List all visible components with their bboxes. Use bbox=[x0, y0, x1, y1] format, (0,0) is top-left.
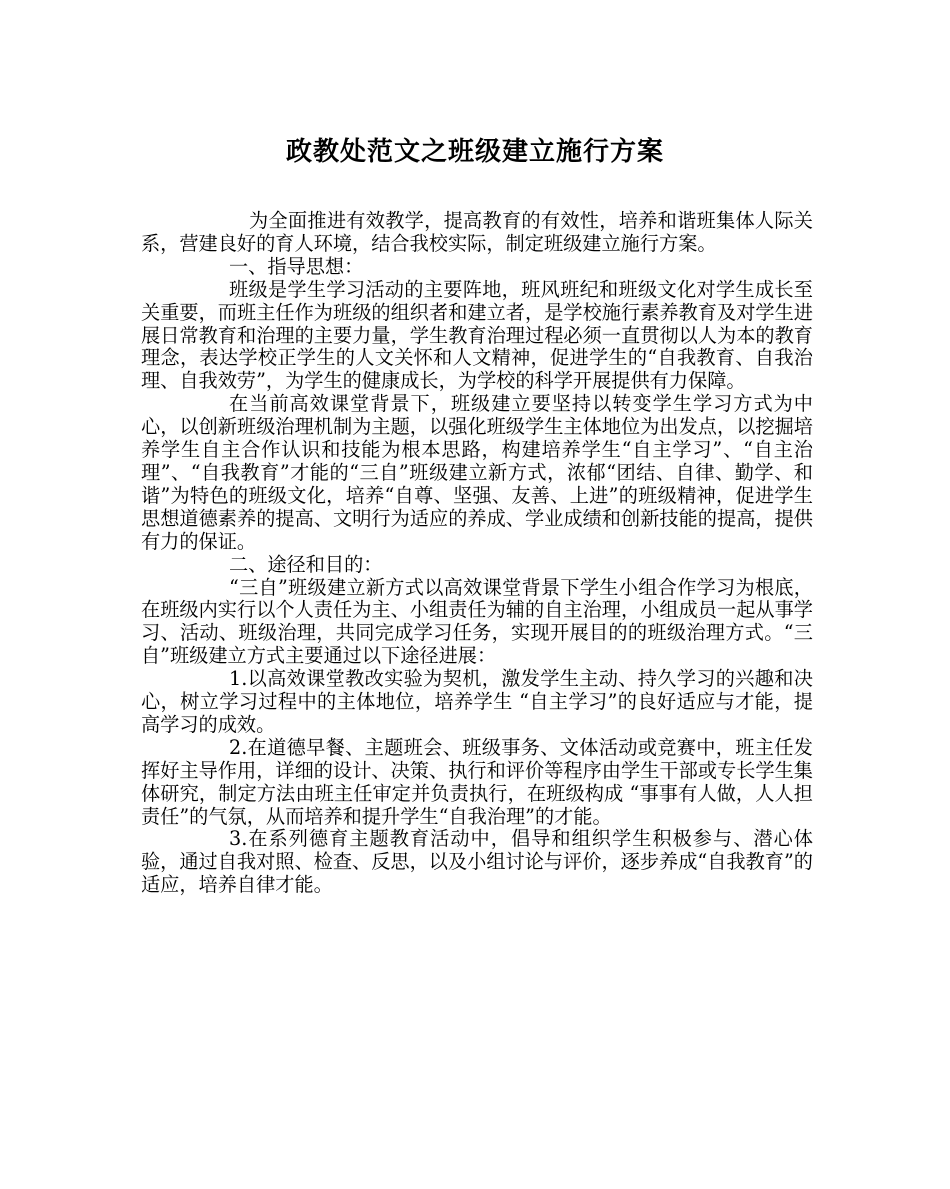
body-paragraph: 班级是学生学习活动的主要阵地，班风班纪和班级文化对学生成长至关重要，而班主任作为班级的组织者和建立者，是学校施行素养教育及对学生进展日常教育和治理的主要力量，学生教育治理过程必须一直贯彻以人为本的教育理念，表达学校正学生的人文关怀和人文精神，促进学生的“自我教育、自我治理、自我效劳”，为学生的健康成长，为学校的科学开展提供有力保障。 bbox=[141, 277, 813, 393]
document-title: 政教处范文之班级建立施行方案 bbox=[285, 137, 664, 167]
body-paragraph: “三自”班级建立新方式以高效课堂背景下学生小组合作学习为根底，在班级内实行以个人责任为主、小组责任为辅的自主治理，小组成员一起从事学习、活动、班级治理，共同完成学习任务，实现开展目的的班级治理方式。“三自”班级建立方式主要通过以下途径进展： bbox=[141, 575, 813, 668]
section-heading-approach-and-goals: 二、途径和目的： bbox=[229, 552, 383, 576]
section-heading-guiding-ideology: 一、指导思想： bbox=[229, 254, 364, 278]
intro-paragraph: 为全面推进有效教学，提高教育的有效性，培养和谐班集体人际关系，营建良好的育人环境，结合我校实际，制定班级建立施行方案。 bbox=[141, 209, 813, 255]
list-item-1: 1.以高效课堂教改实验为契机，激发学生主动、持久学习的兴趣和决心，树立学习过程中的主体地位，培养学生 “自主学习”的良好适应与才能，提高学习的成效。 bbox=[141, 667, 813, 736]
list-item-2: 2.在道德早餐、主题班会、班级事务、文体活动或竞赛中，班主任发挥好主导作用，详细的设计、决策、执行和评价等程序由学生干部或专长学生集体研究，制定方法由班主任审定并负责执行，在班级构成 “事事有人做，人人担责任”的气氛，从而培养和提升学生“自我治理”的才能。 bbox=[141, 735, 813, 828]
document-body bbox=[141, 210, 813, 897]
body-paragraph: 在当前高效课堂背景下，班级建立要坚持以转变学生学习方式为中心，以创新班级治理机制为主题，以强化班级学生主体地位为出发点，以挖掘培养学生自主合作认识和技能为根本思路，构建培养学生“自主学习”、“自主治理”、“自我教育”才能的“三自”班级建立新方式，浓郁“团结、自律、勤学、和谐”为特色的班级文化，培养“自尊、坚强、友善、上进”的班级精神，促进学生思想道德素养的提高、文明行为适应的养成、学业成绩和创新技能的提高，提供有力的保证。 bbox=[141, 392, 813, 553]
list-item-3: 3.在系列德育主题教育活动中，倡导和组织学生积极参与、潜心体验，通过自我对照、检查、反思，以及小组讨论与评价，逐步养成“自我教育”的适应，培养自律才能。 bbox=[141, 827, 813, 897]
